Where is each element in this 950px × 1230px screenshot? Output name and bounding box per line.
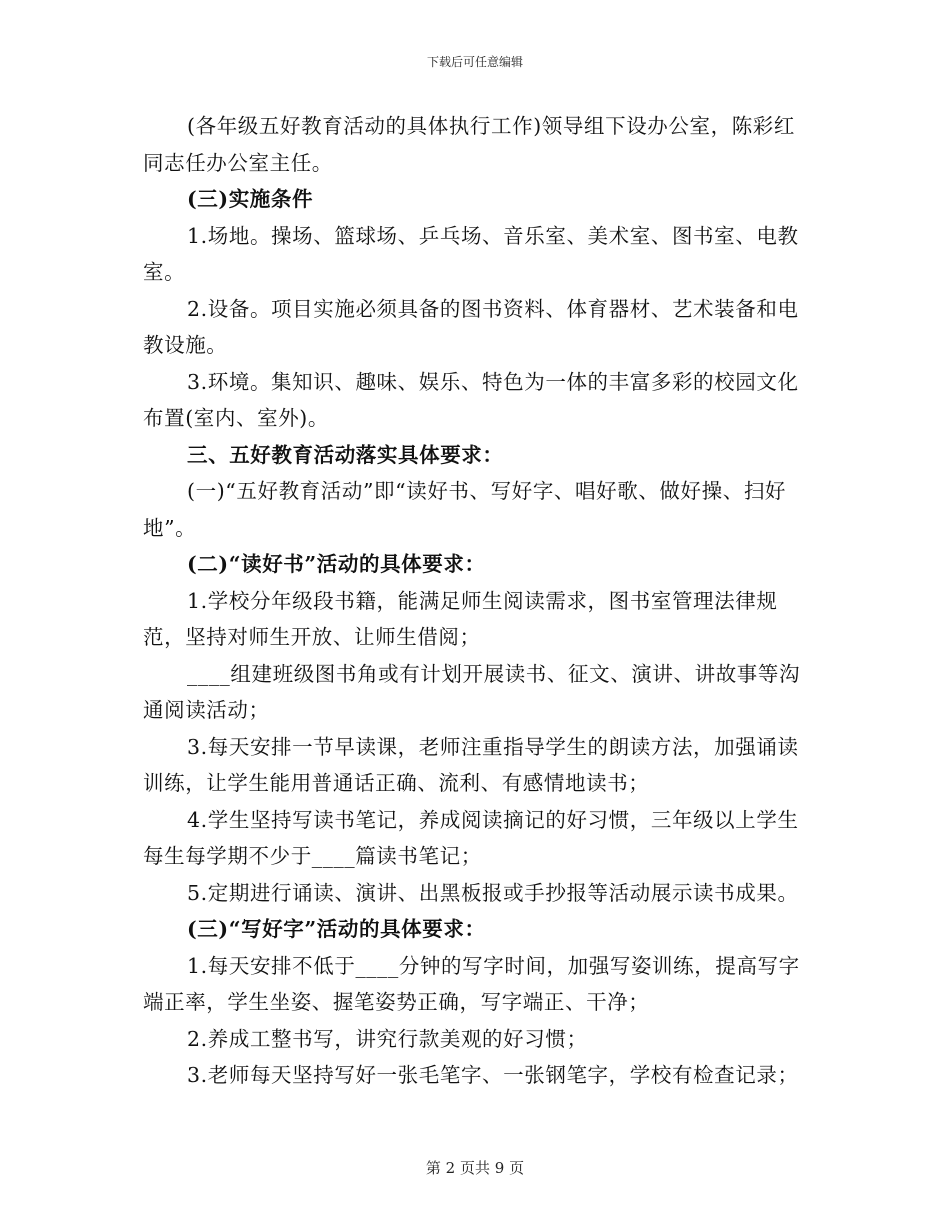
paragraph: 5.定期进行诵读、演讲、出黑板报或手抄报等活动展示读书成果。: [187, 880, 799, 905]
section-heading: (三)“写好字”活动的具体要求：: [187, 917, 486, 941]
paragraph: 1.学校分年级段书籍，能满足师生阅读需求，图书室管理法律规范，坚持对师生开放、让师生借阅；: [143, 588, 778, 649]
document-body: [143, 108, 803, 1094]
paragraph: 3.环境。集知识、趣味、娱乐、特色为一体的丰富多彩的校园文化布置(室内、室外)。: [143, 369, 799, 430]
section-heading: (三)实施条件: [187, 187, 314, 211]
paragraph: 3.老师每天坚持写好一张毛笔字、一张钢笔字，学校有检查记录；: [187, 1063, 799, 1087]
paragraph: (各年级五好教育活动的具体执行工作)领导组下设办公室，陈彩红同志任办公室主任。: [143, 114, 795, 175]
section-heading: 三、五好教育活动落实具体要求：: [187, 442, 504, 467]
section-heading: (二)“读好书”活动的具体要求：: [187, 552, 486, 576]
paragraph: 3.每天安排一节早读课，老师注重指导学生的朗读方法，加强诵读训练，让学生能用普通话正确、流利、有感情地读书；: [143, 734, 799, 795]
paragraph: 4.学生坚持写读书笔记，养成阅读摘记的好习惯，三年级以上学生每生每学期不少于____篇读书笔记；: [143, 807, 799, 868]
page-footer: 第 2 页共 9 页: [425, 1159, 525, 1177]
paragraph: (一)“五好教育活动”即“读好书、写好字、唱好歌、做好操、扫好地”。: [143, 479, 787, 540]
paragraph: 1.场地。操场、篮球场、乒乓场、音乐室、美术室、图书室、电教室。: [143, 223, 799, 284]
paragraph: ____组建班级图书角或有计划开展读书、征文、演讲、讲故事等沟通阅读活动；: [143, 661, 801, 722]
paragraph: 1.每天安排不低于____分钟的写字时间，加强写姿训练，提高写字端正率，学生坐姿、握笔姿势正确，写字端正、干净；: [143, 953, 800, 1014]
paragraph: 2.设备。项目实施必须具备的图书资料、体育器材、艺术装备和电教设施。: [143, 296, 799, 357]
paragraph: 2.养成工整书写，讲究行款美观的好习惯；: [187, 1026, 588, 1051]
page-header: 下载后可任意编辑: [426, 55, 523, 69]
